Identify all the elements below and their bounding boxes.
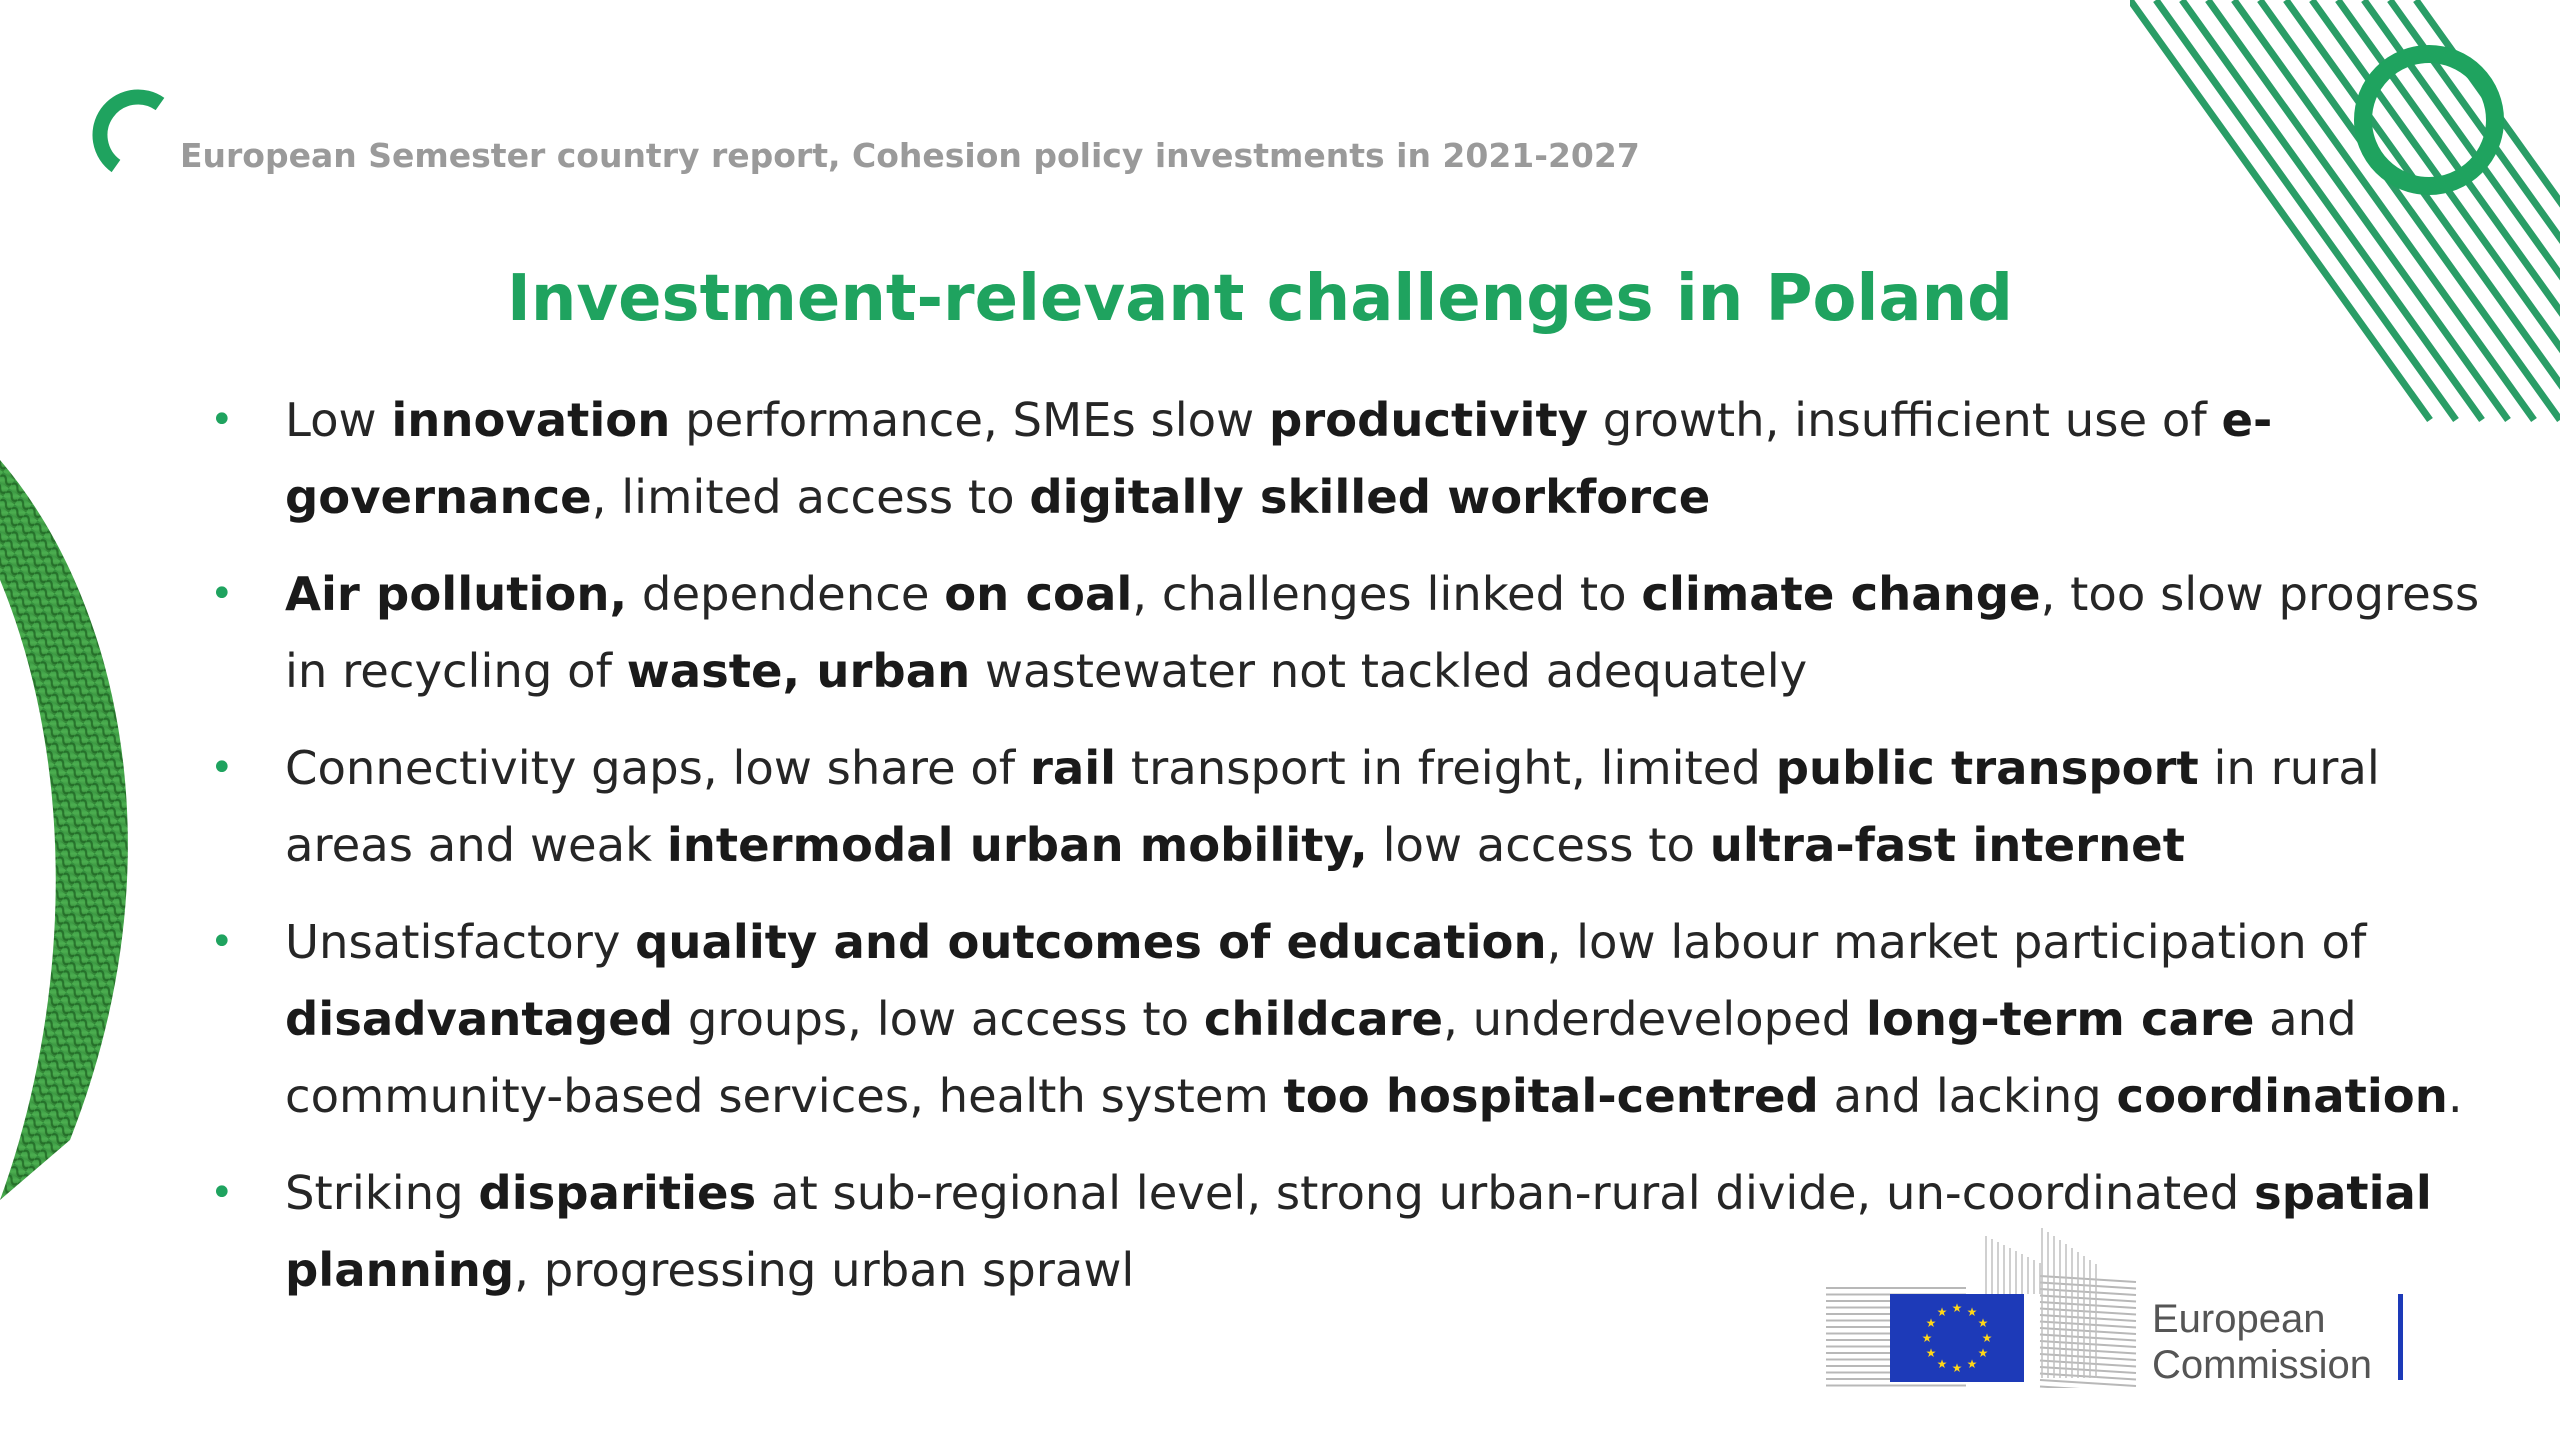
text: , challenges linked to <box>1132 567 1642 621</box>
text: transport in freight, limited <box>1116 741 1776 795</box>
bold-text: rail <box>1029 741 1117 795</box>
text: groups, low access to <box>673 992 1204 1046</box>
bold-text: quality and outcomes of education <box>635 915 1547 969</box>
text: . <box>2447 1069 2463 1123</box>
eu-star-icon: ★ <box>1951 1361 1963 1375</box>
logo-bar <box>2398 1294 2403 1380</box>
text: Unsatisfactory <box>285 915 636 969</box>
text: , limited access to <box>591 470 1030 524</box>
commission-wordmark <box>2152 1296 2372 1388</box>
bold-text: disadvantaged <box>285 992 674 1046</box>
eu-star-icon: ★ <box>1977 1316 1989 1330</box>
bold-text: long-term care <box>1866 992 2255 1046</box>
bullet-item <box>210 382 2480 536</box>
logo-line-1: European <box>2152 1297 2326 1341</box>
text: Low <box>285 393 392 447</box>
bold-text: disparities <box>478 1166 757 1220</box>
bullet-dot: • <box>210 1170 234 1216</box>
bold-text: e-governance <box>285 393 2273 524</box>
bold-text: intermodal urban mobility, <box>666 818 1368 872</box>
text: and lacking <box>1818 1069 2117 1123</box>
ring-decoration <box>2352 40 2512 200</box>
eu-star-icon: ★ <box>1966 1305 1978 1320</box>
header-subtitle: European Semester country report, Cohesion policy investments in 2021-2027 <box>180 136 1640 175</box>
text: Connectivity gaps, low share of <box>285 741 1030 795</box>
bold-text: innovation <box>391 393 671 447</box>
bold-text: productivity <box>1268 393 1589 447</box>
text: wastewater not tackled adequately <box>970 644 1808 698</box>
text: Striking <box>285 1166 479 1220</box>
bold-text: digitally skilled workforce <box>1029 470 1711 524</box>
eu-star-icon: ★ <box>1925 1316 1937 1330</box>
eu-star-icon: ★ <box>1925 1346 1937 1360</box>
bullet-item <box>210 730 2480 884</box>
bullet-item <box>210 904 2480 1135</box>
bullet-dot: • <box>210 571 234 617</box>
eu-star-icon: ★ <box>1921 1331 1933 1345</box>
eu-star-icon: ★ <box>1951 1301 1963 1315</box>
eu-star-icon: ★ <box>1966 1356 1978 1371</box>
text: , too slow progress in recycling of <box>285 567 2480 698</box>
bullet-item <box>210 556 2480 710</box>
text: in rural areas and weak <box>285 741 2380 872</box>
bold-text: Air pollution, <box>285 567 628 621</box>
bold-text: too hospital-centred <box>1283 1069 1819 1123</box>
eu-star-icon: ★ <box>1981 1331 1993 1345</box>
eu-star-icon: ★ <box>1936 1356 1948 1371</box>
eu-star-icon: ★ <box>1977 1346 1989 1360</box>
text: growth, insufficient use of <box>1588 393 2222 447</box>
bold-text: public transport <box>1775 741 2199 795</box>
challenges-list <box>210 382 2480 1329</box>
text: dependence <box>627 567 945 621</box>
green-arc-decoration <box>0 440 160 1220</box>
slide-title: Investment-relevant challenges in Poland <box>507 262 2013 336</box>
bullet-dot: • <box>210 919 234 965</box>
bold-text: ultra-fast internet <box>1709 818 2185 872</box>
bold-text: on coal <box>944 567 1133 621</box>
text: performance, SMEs slow <box>670 393 1269 447</box>
bullet-dot: • <box>210 745 234 791</box>
bullet-dot: • <box>210 397 234 443</box>
text: and community-based services, health system <box>285 992 2357 1123</box>
bold-text: coordination <box>2116 1069 2448 1123</box>
cohesion-logo-icon <box>92 88 182 178</box>
bold-text: childcare <box>1203 992 1444 1046</box>
bold-text: climate change <box>1641 567 2041 621</box>
text: , underdeveloped <box>1443 992 1867 1046</box>
bold-text: spatial planning <box>285 1166 2432 1297</box>
eu-star-icon: ★ <box>1936 1305 1948 1320</box>
text: at sub-regional level, strong urban-rural divide, un-coordinated <box>756 1166 2255 1220</box>
text: , progressing urban sprawl <box>514 1243 1135 1297</box>
logo-line-2: Commission <box>2152 1343 2373 1387</box>
text: , low labour market participation of <box>1546 915 2367 969</box>
bold-text: waste, urban <box>626 644 971 698</box>
text: low access to <box>1367 818 1710 872</box>
